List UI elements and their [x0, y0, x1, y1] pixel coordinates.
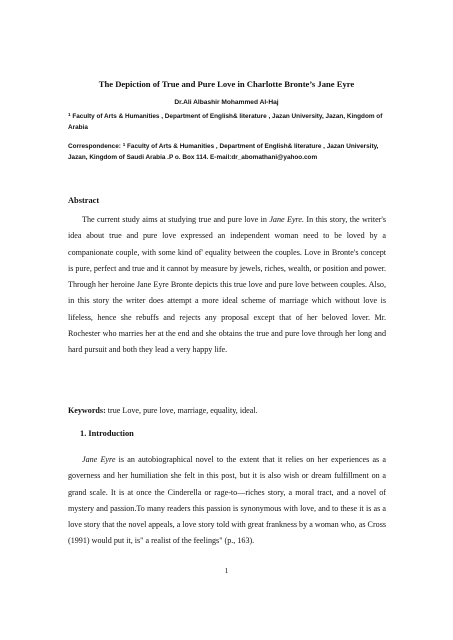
abstract-intro: The current study aims at studying true and pure love in: [82, 215, 270, 224]
correspondence-marker: 1: [122, 142, 126, 147]
introduction-book-title: Jane Eyre: [82, 455, 116, 464]
introduction-body: is an autobiographical novel to the extent that it relies on her experiences as a governess and her humiliation she felt in this post, but it is also wish or dream fulfillment on a grand scale. It is at once the Cinderella or rage-to—riches story, a moral tract, and a novel of mystery and passion.To many readers this passion is synonymous with love, and to these it is as a love story that the novel appeals, a love story told with great frankness by a woman who, as Cross (1991) would put it, is" a realist of the feelings" (p., 163).: [68, 455, 387, 546]
affiliation-marker: 1: [68, 112, 71, 117]
keywords-label: Keywords:: [68, 406, 106, 415]
abstract-heading: Abstract: [68, 196, 100, 205]
introduction-paragraph: [68, 452, 386, 550]
introduction-heading: 1. Introduction: [80, 429, 134, 438]
affiliation: [68, 112, 386, 133]
correspondence-label: Correspondence:: [68, 143, 123, 150]
abstract-paragraph: [68, 212, 386, 359]
abstract-body: In this story, the writer's idea about true and pure love expressed an independent woman need to be loved by a companionate couple, with some kind of' equality between the couples. Love in Bronte's concept is pure, perfect and true and it cannot by measure by jewels, riches, wealth, or position and power. Through her heroine Jane Eyre Bronte depicts this true love and pure love between couples. Also, in this story the writer does attempt a more ideal scheme of marriage which without love is lifeless, hence she rebuffs and rejects any proposal except that of her beloved lover. Mr. Rochester who marries her at the end and she obtains the true and pure love through her long and hard pursuit and both they lead a very happy life.: [68, 215, 386, 355]
correspondence: [68, 142, 386, 163]
author-name: Dr.Ali Albashir Mohammed Al-Haj: [174, 99, 279, 106]
page-number: 1: [224, 566, 229, 575]
paper-title: The Depiction of True and Pure Love in Charlotte Bronte’s Jane Eyre: [98, 79, 355, 89]
correspondence-text: Faculty of Arts & Humanities , Department of English& literature , Jazan University, Jazan, Kingdom of Saudi Arabia .P o. Box 114. E-mail:dr_abomathani@yahoo.com: [68, 143, 379, 161]
keywords-text: true Love, pure love, marriage, equality, ideal.: [105, 406, 258, 415]
affiliation-text: Faculty of Arts & Humanities , Department of English& literature , Jazan University, Jazan, Kingdom of Arabia: [68, 113, 383, 131]
keywords-line: [68, 406, 386, 415]
abstract-book-title: Jane Eyre.: [269, 215, 305, 224]
